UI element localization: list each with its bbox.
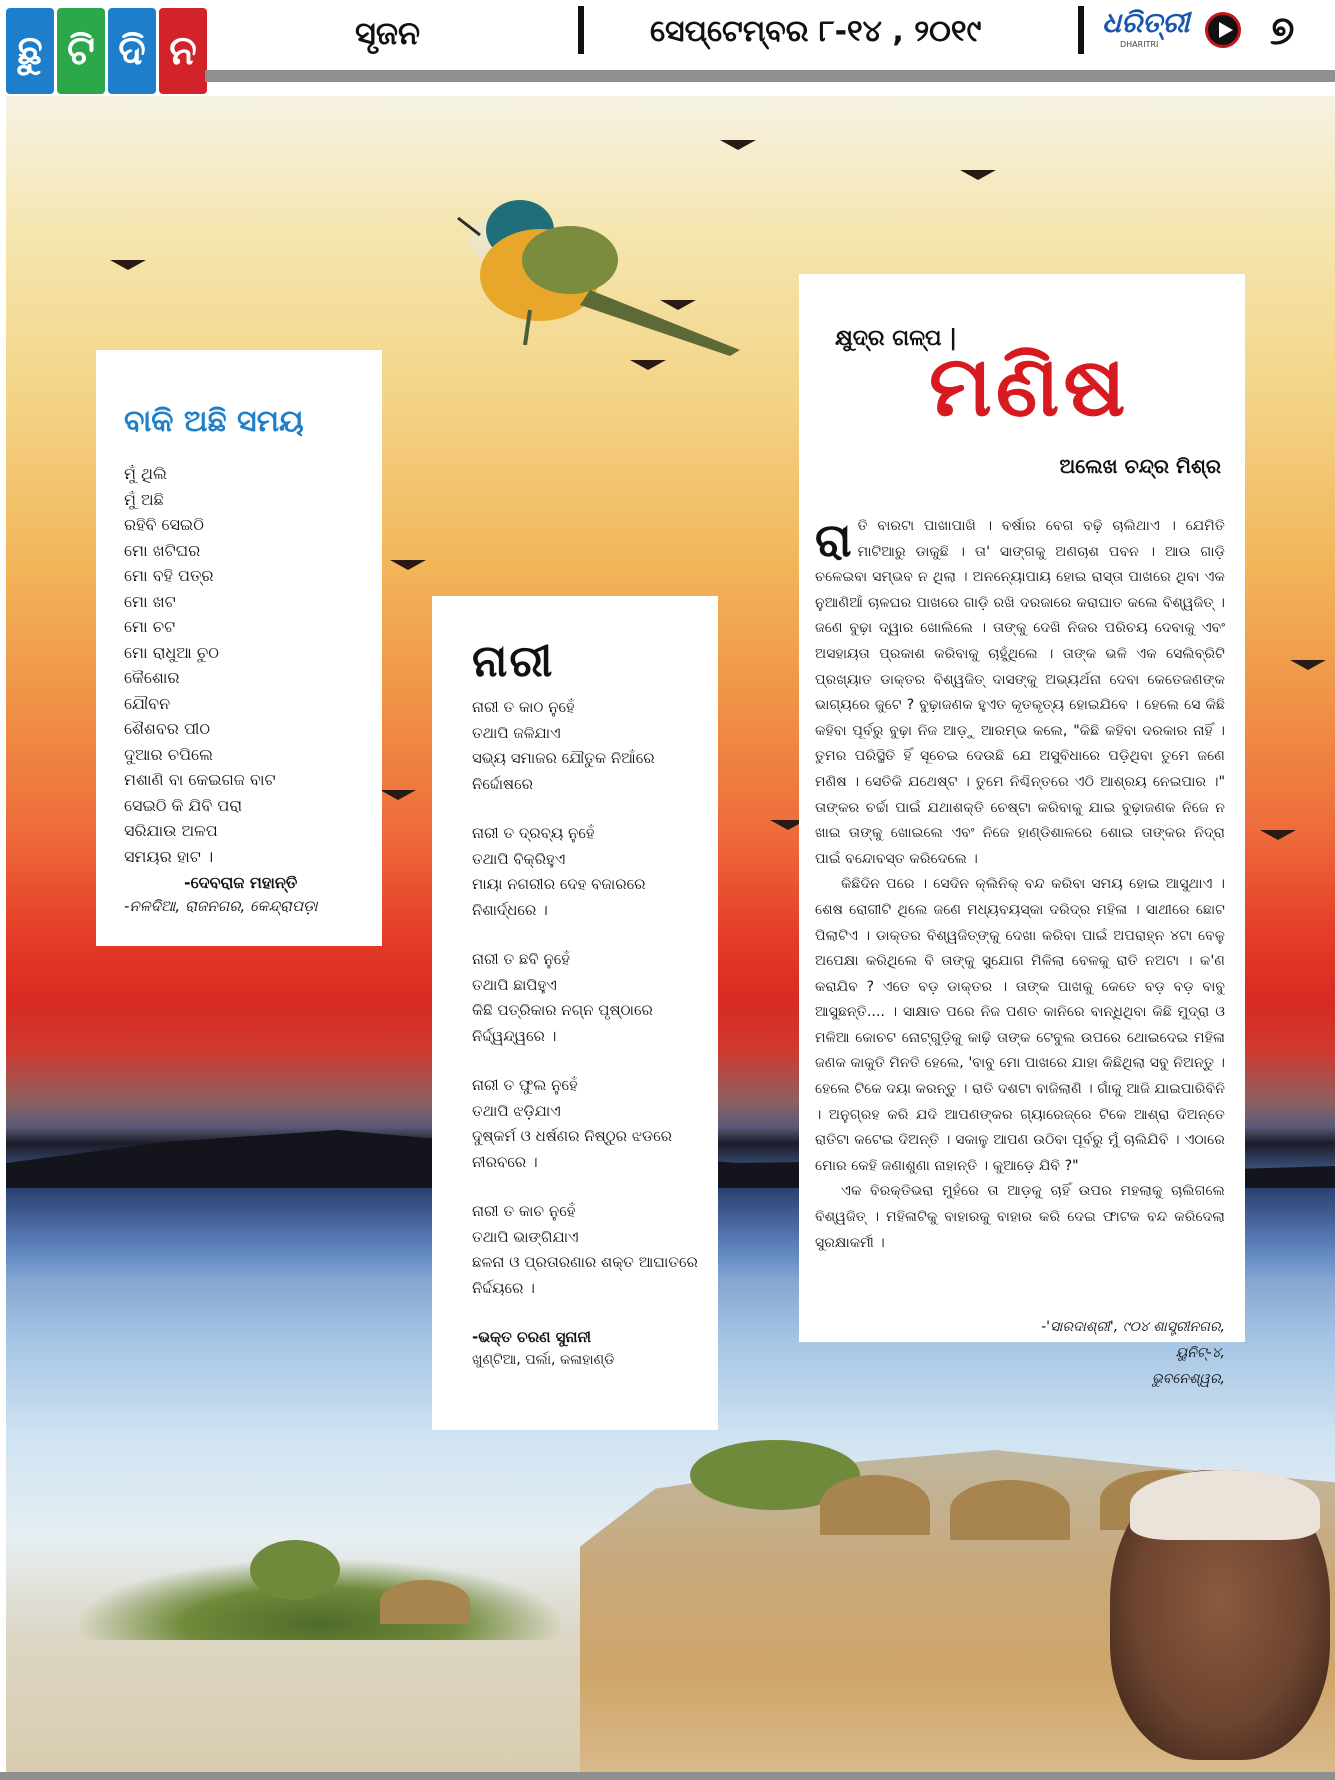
story-kicker: କ୍ଷୁଦ୍ର ଗଳ୍ପ |: [835, 326, 958, 351]
story-headline: ମଣିଷ: [929, 336, 1130, 435]
poem-line: ରହିବି ସେଇଠି: [124, 515, 204, 534]
short-story-manisha: [799, 274, 1245, 1387]
poem-line: ନାରୀ ତ କାଠ ନୁହେଁ: [472, 698, 575, 716]
flying-bird: [380, 790, 416, 800]
story-paragraph: ଏକ ବିରକ୍ତିଭରା ମୁହଁରେ ତା ଆଡ଼କୁ ଚାହିଁ ଉପର ମହଲାକୁ ଚାଲିଗଲେ ବିଶ୍ୱଜିତ୍ । ମହିଳାଟିକୁ ବାହାରକୁ ବାହାର କରି ଦେଇ ଫାଟକ ବନ୍ଦ କରିଦେଲା ସୁରକ୍ଷାକର୍ମୀ ।: [815, 1183, 1225, 1251]
poem-line: ସମୟର ହାଟ ।: [124, 846, 214, 866]
poem-line: ଛଳନା ଓ ପ୍ରତାରଣାର ଶକ୍ତ ଆଘାତରେ: [472, 1253, 698, 1271]
poem-line: ନାରୀ ତ ଫୁଲ ନୁହେଁ: [472, 1076, 578, 1094]
poem-stanza: [472, 695, 698, 797]
poem-line: ମଶାଣି ବା କେଇଗଜ ବାଟ: [124, 770, 276, 789]
poem-line: ଦୁଷ୍କର୍ମ ଓ ଧର୍ଷଣର ନିଷ୍ଠୁର ଝଡରେ: [472, 1127, 673, 1145]
flying-bird: [110, 260, 146, 270]
header-rule: [205, 70, 1335, 82]
poem-stanza: [472, 1073, 698, 1175]
footer-rule: [0, 1772, 1335, 1780]
paragraph-text: ତି ବାରଟା ପାଖାପାଖି । ବର୍ଷାର ବେଗ ବଢ଼ି ଚାଲିଥାଏ । ଯେମିତି ମାଟିଆରୁ ଡାକୁଛି । ତା' ସାଙ୍ଗକୁ ଅଣଚାଶ ପବନ । ଆଉ ଗାଡ଼ି ଚଳେଇବା ସମ୍ଭବ ନ ଥିଲା । ଅନନ୍ୟୋପାୟ ହୋଇ ରାସ୍ତା ପାଖରେ ଥିବା ଏକ ନୁଆଣିଆଁ ଚାଳଘର ପାଖରେ ଗାଡ଼ି ରଖି ଦରଜାରେ କରାଘାତ କଲେ ବିଶ୍ୱଜିତ୍ । ଜଣେ ବୁଢ଼ା ଦ୍ୱାର ଖୋଲିଲେ । ତାଙ୍କୁ ଦେଖି ନିଜର ପରିଚୟ ଦେବାକୁ ଏବଂ ଅସହାୟତା ପ୍ରକାଶ କରିବାକୁ ଚାହୁଁଥିଲେ । ତାଙ୍କ ଭଳି ଏକ ସେଲିବ୍ରିଟି ପ୍ରଖ୍ୟାତ ଡାକ୍ତର ବିଶ୍ୱଜିତ୍ ଦାସଙ୍କୁ ଅଭ୍ୟର୍ଥନା ଦେବା କେତେଜଣଙ୍କ ଭାଗ୍ୟରେ ଜୁଟେ ? ବୁଢ଼ାଜଣକ ହୁଏତ କୃତକୃତ୍ୟ ହୋଇଯିବେ । ହେଲେ ସେ କିଛି କହିବା ପୂର୍ବରୁ ବୁଢ଼ା ନିଜ ଆଡ଼ୁ ଆରମ୍ଭ କଲେ, "କିଛି କହିବା ଦରକାର ନାହିଁ । ତୁମର ପରିସ୍ଥିତି ହିଁ ସୂଚେଇ ଦେଉଛି ଯେ ଅସୁବିଧାରେ ପଡ଼ିଥିବା ତୁମେ ଜଣେ ମଣିଷ । ସେତିକି ଯଥେଷ୍ଟ । ତୁମେ ନିଶ୍ଚିନ୍ତରେ ଏଠି ଆଶ୍ରୟ ନେଇପାର ।" ତାଙ୍କର ଚର୍ଚ୍ଚା ପାଇଁ ଯଥାଶକ୍ତି ଚେଷ୍ଟା କରିବାକୁ ଯାଇ ବୁଢ଼ାଜଣକ ନିଜେ ନ ଖାଇ ତାଙ୍କୁ ଖୋଇଲେ ଏବଂ ନିଜେ ହାଣ୍ଡିଶାଳରେ ଶୋଇ ତାଙ୍କର ନିଦ୍ରା ପାଇଁ ବନ୍ଦୋବସ୍ତ କରିଦେଲେ ।: [815, 518, 1225, 867]
poem-line: କିଛି ପତ୍ରିକାର ନଗ୍ନ ପୃଷ୍ଠାରେ: [472, 1001, 653, 1019]
poem-title: ନାରୀ: [472, 636, 555, 687]
poem-line: ସରିଯାଉ ଅଳପ: [124, 821, 218, 840]
poem-line: ତଥାପି ଜଳିଯାଏ: [472, 723, 561, 742]
issue-date: ସେପ୍ଟେମ୍ବର ୮-୧୪ , ୨୦୧୯: [650, 14, 982, 49]
poem-line: ତଥାପି ଝଡ଼ିଯାଏ: [472, 1101, 561, 1120]
poem-line: ନୀରବରେ ।: [472, 1152, 538, 1171]
poem-line: ତଥାପି ଭାଙ୍ଗିଯାଏ: [472, 1227, 579, 1246]
tree: [250, 1540, 340, 1600]
poem-line: ନିଶାର୍ଦ୍ଧରେ ।: [472, 900, 548, 919]
section-name: ସୃଜନ: [355, 14, 421, 52]
poem-line: ମୋ ଚଟ: [124, 617, 176, 636]
poem-line: ଯୌବନ: [124, 693, 171, 713]
poem-line: ମୋ ଖଟ: [124, 591, 176, 611]
address-line: ଭୁବନେଶ୍ୱର,: [1151, 1371, 1225, 1387]
logo-tile: ଦି: [108, 8, 156, 94]
poem-author-place: -ନଳଦିଆ, ରାଜନଗର, କେନ୍ଦ୍ରାପଡ଼ା: [124, 897, 318, 915]
address-line: ୟୁନିଟ୍-୪,: [1175, 1345, 1225, 1361]
poem-line: ସେଇଠି କି ଯିବି ପରା: [124, 795, 243, 815]
logo-tile: ଟି: [57, 8, 105, 94]
brand-subtitle: DHARITRI: [1120, 40, 1159, 49]
flying-bird: [630, 360, 666, 370]
poem-line: ତଥାପି ବିକ୍ରିହୁଏ: [472, 849, 566, 868]
hut: [820, 1475, 930, 1535]
logo-tile: ଛୁ: [6, 8, 54, 94]
poem-baki-achhi-samaya: [96, 350, 382, 946]
brand-logo: ଧରିତ୍ରୀ: [1102, 6, 1190, 39]
poem-line: ମୋ ରାଧୁଆ ଚୁଠ: [124, 642, 219, 662]
poem-line: ନିର୍ଦ୍ଦୟରେ ।: [472, 1278, 535, 1297]
page-header: [0, 0, 1335, 96]
flying-bird: [660, 300, 696, 310]
story-paragraph: କିଛିଦିନ ପରେ । ସେଦିନ କ୍ଲିନିକ୍ ବନ୍ଦ କରିବା ସମୟ ହୋଇ ଆସୁଥାଏ । ଶେଷ ରୋଗୀଟି ଥିଲେ ଜଣେ ମଧ୍ୟବୟସ୍କା ଦରିଦ୍ର ମହିଳା । ସାଥୀରେ ଛୋଟ ପିଲାଟିଏ । ଡାକ୍ତର ବିଶ୍ୱଜିତ୍ଙ୍କୁ ଦେଖା କରିବା ପାଇଁ ଅପରାହ୍ନ ୪ଟା ବେଳୁ ଅପେକ୍ଷା କରିଥିଲେ ବି ତାଙ୍କୁ ସୁଯୋଗ ମିଳିଲା ବେଳକୁ ରାତି ନଅଟା । କ'ଣ କରାଯିବ ? ଏତେ ବଡ଼ ଡାକ୍ତର । ତାଙ୍କ ପାଖକୁ କେତେ ବଡ଼ ବଡ଼ ବାବୁ ଆସୁଛନ୍ତି.... । ସାକ୍ଷାତ ପରେ ନିଜ ପଣତ କାନିରେ ବାନ୍ଧିଥିବା କିଛି ମୁଦ୍ରା ଓ ମଳିଆ କୋଚଟ ନୋଟ୍ଗୁଡ଼ିକୁ କାଢ଼ି ତାଙ୍କ ଟେବୁଲ ଉପରେ ଥୋଇଦେଇ ମହିଳା ଜଣକ କାକୁତି ମିନତି ହେଲେ, 'ବାବୁ ମୋ ପାଖରେ ଯାହା କିଛିଥିଲା ସବୁ ନିଅନ୍ତୁ । ହେଲେ ଟିକେ ଦୟା କରନ୍ତୁ । ରାତି ଦଶଟା ବାଜିଲାଣି । ଗାଁକୁ ଆଜି ଯାଇପାରିବିନି । ଅନୁଗ୍ରହ କରି ଯଦି ଆପଣଙ୍କର ଗ୍ୟାରେଜ୍ରେ ଟିକେ ଆଶ୍ରା ଦିଅନ୍ତେ ରାତିଟା କଟେଇ ଦିଅନ୍ତି । ସକାଳୁ ଆପଣ ଉଠିବା ପୂର୍ବରୁ ମୁଁ ଚାଲିଯିବି । ଏଠାରେ ମୋର କେହି ଜଣାଶୁଣା ନାହାନ୍ତି । କୁଆଡ଼େ ଯିବି ?": [815, 876, 1225, 1174]
poem-line: ମୁଁ ଥିଲି: [124, 464, 167, 483]
poem-line: ସଭ୍ୟ ସମାଜର ଯୌତୁକ ନିଆଁରେ: [472, 749, 655, 767]
poem-line: ଦୁଆର ଚପିଲେ: [124, 744, 213, 764]
poem-line: ମାୟା ନଗରୀର ଦେହ ବଜାରରେ: [472, 875, 646, 893]
hut: [950, 1480, 1070, 1540]
poem-line: ନାରୀ ତ ଦ୍ରବ୍ୟ ନୁହେଁ: [472, 824, 595, 842]
story-author-address: [955, 1314, 1225, 1392]
poem-line: ନାରୀ ତ କାଚ ନୁହେଁ: [472, 1202, 576, 1220]
flying-bird: [1290, 660, 1326, 670]
story-paragraph: [815, 514, 1225, 872]
masthead-logo: [6, 8, 207, 94]
flying-bird: [720, 140, 756, 150]
story-byline: ଅଲେଖ ଚନ୍ଦ୍ର ମିଶ୍ର: [1059, 454, 1221, 478]
poem-title: ବାକି ଅଛି ସମୟ: [124, 404, 304, 439]
poem-line: କୈଶୋର: [124, 668, 180, 687]
poem-stanza: [472, 947, 698, 1049]
poem-line: ଶୈଶବର ପୀଠ: [124, 719, 211, 738]
poem-line: ନିର୍ଦ୍ଦୋଷରେ: [472, 774, 533, 793]
poem-stanza: [472, 821, 698, 923]
divider: [578, 6, 584, 54]
poem-line: ମୁଁ ଅଛି: [124, 489, 164, 509]
page-number: ୭: [1270, 8, 1295, 54]
poem-line: ତଥାପି ଛାପିହୁଏ: [472, 975, 557, 994]
poem-author-place: ଖୁଣ୍ଟିଆ, ପର୍ଲା, କଳାହାଣ୍ଡି: [472, 1352, 615, 1368]
divider: [1078, 6, 1084, 54]
logo-tile: ନ: [159, 8, 207, 94]
poem-line: ନାରୀ ତ ଛବି ନୁହେଁ: [472, 950, 571, 968]
address-line: -'ସାରଦାଶ୍ରୀ', ୯୦୪ ଶାସ୍ତ୍ରୀନଗର,: [1041, 1319, 1225, 1335]
hut: [380, 1580, 470, 1624]
poem-nari: [432, 596, 718, 1430]
flying-bird: [1260, 830, 1296, 840]
sunbird-illustration: [430, 100, 750, 360]
elderly-woman-photo: [1110, 1470, 1330, 1760]
poem-stanza: [472, 1199, 698, 1301]
play-icon: [1205, 12, 1241, 48]
poem-line: ମୋ ଖଟିଘର: [124, 540, 201, 560]
story-body: [815, 514, 1225, 1256]
poem-lines: [124, 461, 352, 869]
poem-line: ନିର୍ଦ୍ଦ୍ୱନ୍ଦ୍ୱରେ ।: [472, 1026, 557, 1045]
poem-author: -ଭକ୍ତ ଚରଣ ସୁନାନୀ: [472, 1328, 592, 1346]
flying-bird: [960, 170, 996, 180]
poem-line: ମୋ ବହି ପତ୍ର: [124, 566, 214, 585]
poem-author: -ଦେବରାଜ ମହାନ୍ତି: [184, 873, 298, 892]
drop-cap: ରା: [815, 513, 852, 567]
flying-bird: [390, 560, 426, 570]
